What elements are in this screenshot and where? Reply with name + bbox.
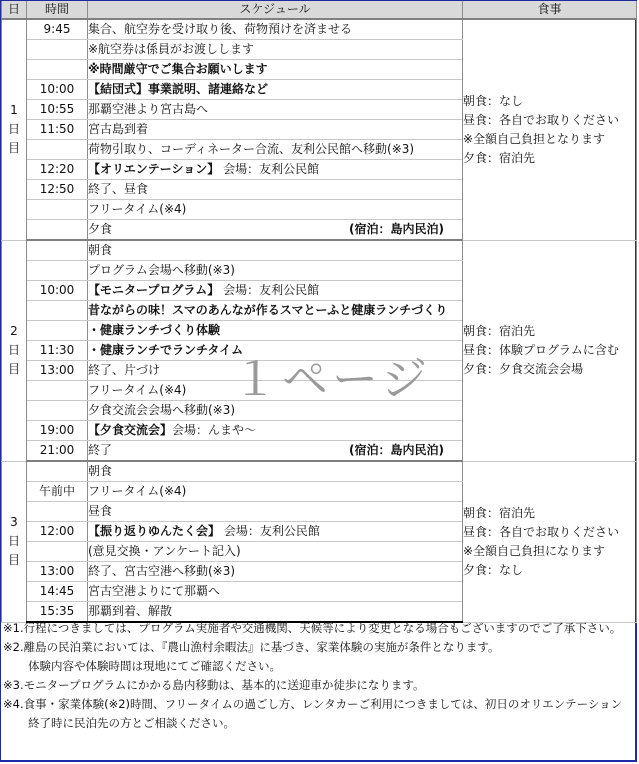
schedule-item xyxy=(88,60,463,80)
time-cell: 9:45 xyxy=(27,19,88,40)
schedule-item xyxy=(88,40,463,60)
footnote-line: ※3.モニタープログラムにかかる島内移動は、基本的に送迎車か徒歩になります。 xyxy=(3,678,425,692)
day-label xyxy=(2,19,27,240)
schedule-text: 終了、宮古空港へ移動(※3) xyxy=(88,564,236,578)
schedule-text: 那覇空港より宮古島へ xyxy=(88,102,209,116)
schedule-item xyxy=(88,381,463,401)
schedule-row xyxy=(2,461,637,482)
meal-line: 夕食：なし xyxy=(463,562,524,577)
schedule-item xyxy=(88,441,463,462)
schedule-item xyxy=(88,401,463,421)
day-label-char: 1 xyxy=(10,103,18,118)
meal-line: 昼食：体験プログラムに含む xyxy=(463,343,619,357)
schedule-text: 会場：友利公民館 xyxy=(219,283,320,297)
time-cell xyxy=(27,461,88,482)
schedule-item xyxy=(88,421,463,441)
schedule-item xyxy=(88,19,463,40)
meal-line: 朝食：宿泊先 xyxy=(463,505,536,520)
schedule-text: 会場：んまや～ xyxy=(172,423,257,437)
schedule-item xyxy=(88,180,463,200)
meals-cell xyxy=(463,240,637,461)
meals-cell xyxy=(463,19,637,240)
day-label-char: 2 xyxy=(10,324,18,338)
schedule-text: ※航空券は係員がお渡しします xyxy=(88,42,255,56)
header-meals: 食事 xyxy=(463,1,637,19)
schedule-text: 昔ながらの味！スマのあんなが作るスマとーふと健康ランチづくり xyxy=(88,303,448,317)
time-cell: 13:00 xyxy=(27,562,88,582)
meal-line: ※全額自己負担となります xyxy=(463,131,606,146)
time-cell xyxy=(27,542,88,562)
footnote-line: 終了時に民泊先の方とご相談ください。 xyxy=(28,716,235,730)
schedule-text: プログラム会場へ移動(※3) xyxy=(88,263,235,277)
day-label-char: 3 xyxy=(10,515,18,529)
day-label-char: 目 xyxy=(7,553,20,567)
event-title: 【夕食交流会】 xyxy=(88,423,173,437)
page-watermark: １ページ xyxy=(232,352,432,406)
schedule-item xyxy=(88,502,463,522)
meal-line: ※全額自己負担になります xyxy=(463,543,606,558)
schedule-text: 宮古島到着 xyxy=(88,122,149,136)
schedule-text: 【結団式】事業説明、諸連絡など xyxy=(88,82,269,96)
time-cell: 12:00 xyxy=(27,522,88,542)
schedule-text: フリータイム(※4) xyxy=(88,484,187,498)
time-cell xyxy=(27,40,88,60)
schedule-text: 荷物引取り、コーディネーター合流、友利公民館へ移動(※3) xyxy=(88,142,415,156)
time-cell: 12:20 xyxy=(27,160,88,180)
meal-line: 朝食：なし xyxy=(463,93,524,108)
schedule-text: 那覇到着、解散 xyxy=(88,604,173,618)
schedule-row xyxy=(2,19,637,40)
footnote-line: ※4.食事・家業体験(※2)時間、フリータイムの過ごし方、レンタカーご利用につきましては、初日のオリエンテーション xyxy=(3,697,623,711)
schedule-text: フリータイム(※4) xyxy=(88,202,187,216)
lodging-note: (宿泊：島内民泊) xyxy=(349,443,444,457)
time-cell xyxy=(27,220,88,241)
schedule-text: 終了、昼食 xyxy=(88,182,149,196)
schedule-item xyxy=(88,160,463,180)
event-title: 【オリエンテーション】 xyxy=(88,162,220,176)
time-cell xyxy=(27,240,88,261)
meal-line: 朝食：宿泊先 xyxy=(463,324,536,338)
schedule-text: 夕食 xyxy=(88,222,113,236)
schedule-text: ・健康ランチでランチタイム xyxy=(88,343,244,357)
time-cell: 11:50 xyxy=(27,120,88,140)
meals-cell xyxy=(463,461,637,622)
meal-line: 夕食：夕食交流会会場 xyxy=(463,362,584,376)
time-cell xyxy=(27,401,88,421)
schedule-text: ・健康ランチづくり体験 xyxy=(88,323,221,337)
schedule-text: 宮古空港よりにて那覇へ xyxy=(88,584,221,598)
schedule-item xyxy=(88,281,463,301)
time-cell xyxy=(27,301,88,321)
time-cell: 10:00 xyxy=(27,281,88,301)
day-label-char: 目 xyxy=(7,362,20,376)
day-label-char: 日 xyxy=(7,343,20,357)
schedule-text: 朝食 xyxy=(88,464,113,478)
schedule-text: 終了、片づけ xyxy=(88,363,161,377)
day-label-char: 日 xyxy=(7,122,20,137)
time-cell xyxy=(27,140,88,160)
schedule-item xyxy=(88,80,463,100)
schedule-item xyxy=(88,301,463,321)
header-day: 日 xyxy=(2,1,27,19)
schedule-text: 会場：友利公民館 xyxy=(219,162,320,176)
header-schedule: スケジュール xyxy=(88,1,463,19)
footnote-line: ※1.行程につきましては、プログラム実施者や交通機関、天候等により変更となる場合もございますのでご了承下さい。 xyxy=(3,621,622,635)
schedule-text: 会場：友利公民館 xyxy=(220,524,320,538)
time-cell: 14:45 xyxy=(27,582,88,602)
meal-line: 昼食：各自でお取りください xyxy=(463,112,620,127)
schedule-text: 終了 xyxy=(88,443,113,457)
header-time: 時間 xyxy=(27,1,88,19)
day-label xyxy=(2,461,27,622)
schedule-row xyxy=(2,240,637,261)
schedule-item xyxy=(88,140,463,160)
schedule-item xyxy=(88,361,463,381)
time-cell: 10:00 xyxy=(27,80,88,100)
schedule-table xyxy=(1,1,637,623)
schedule-item xyxy=(88,100,463,120)
schedule-text: 朝食 xyxy=(88,243,113,257)
day-label xyxy=(2,240,27,461)
time-cell: 午前中 xyxy=(27,482,88,502)
schedule-item xyxy=(88,461,463,482)
meal-line: 夕食：宿泊先 xyxy=(463,150,536,165)
footnote-line: 体験内容や体験時間は現地にてご確認ください。 xyxy=(28,659,281,673)
time-cell xyxy=(27,321,88,341)
time-cell: 10:55 xyxy=(27,100,88,120)
schedule-text: (意見交換・アンケート記入) xyxy=(88,544,241,558)
time-cell xyxy=(27,261,88,281)
event-title: 【振り返りゆんたく会】 xyxy=(88,524,221,538)
schedule-item xyxy=(88,341,463,361)
schedule-item xyxy=(88,562,463,582)
time-cell: 13:00 xyxy=(27,361,88,381)
schedule-text: ※時間厳守でご集合お願いします xyxy=(88,62,268,76)
schedule-item xyxy=(88,482,463,502)
time-cell xyxy=(27,502,88,522)
schedule-item xyxy=(88,220,463,241)
lodging-note: (宿泊：島内民泊) xyxy=(349,222,444,236)
header-row xyxy=(2,1,637,19)
time-cell xyxy=(27,381,88,401)
schedule-item xyxy=(88,321,463,341)
day-label-char: 目 xyxy=(7,141,20,156)
schedule-item xyxy=(88,261,463,281)
event-title: 【モニタープログラム】 xyxy=(88,283,220,297)
time-cell: 21:00 xyxy=(27,441,88,462)
day-label-char: 日 xyxy=(7,534,20,548)
footnote-line: ※2.離島の民泊業においては、『農山漁村余暇法』に基づき、家業体験の実施が条件となります。 xyxy=(3,640,500,654)
time-cell: 12:50 xyxy=(27,180,88,200)
schedule-text: フリータイム(※4) xyxy=(88,383,187,397)
schedule-item xyxy=(88,582,463,602)
schedule-text: 昼食 xyxy=(88,504,113,518)
schedule-text: 夕食交流会会場へ移動(※3) xyxy=(88,403,236,417)
schedule-item xyxy=(88,542,463,562)
time-cell xyxy=(27,200,88,220)
footnotes xyxy=(3,619,633,733)
schedule-text: 集合、航空券を受け取り後、荷物預けを済ませる xyxy=(88,22,353,36)
time-cell xyxy=(27,60,88,80)
time-cell: 11:30 xyxy=(27,341,88,361)
schedule-item xyxy=(88,200,463,220)
time-cell: 19:00 xyxy=(27,421,88,441)
time-cell: 15:35 xyxy=(27,602,88,623)
schedule-item xyxy=(88,120,463,140)
schedule-item xyxy=(88,240,463,261)
meal-line: 昼食：各自でお取りください xyxy=(463,524,620,539)
schedule-item xyxy=(88,522,463,542)
